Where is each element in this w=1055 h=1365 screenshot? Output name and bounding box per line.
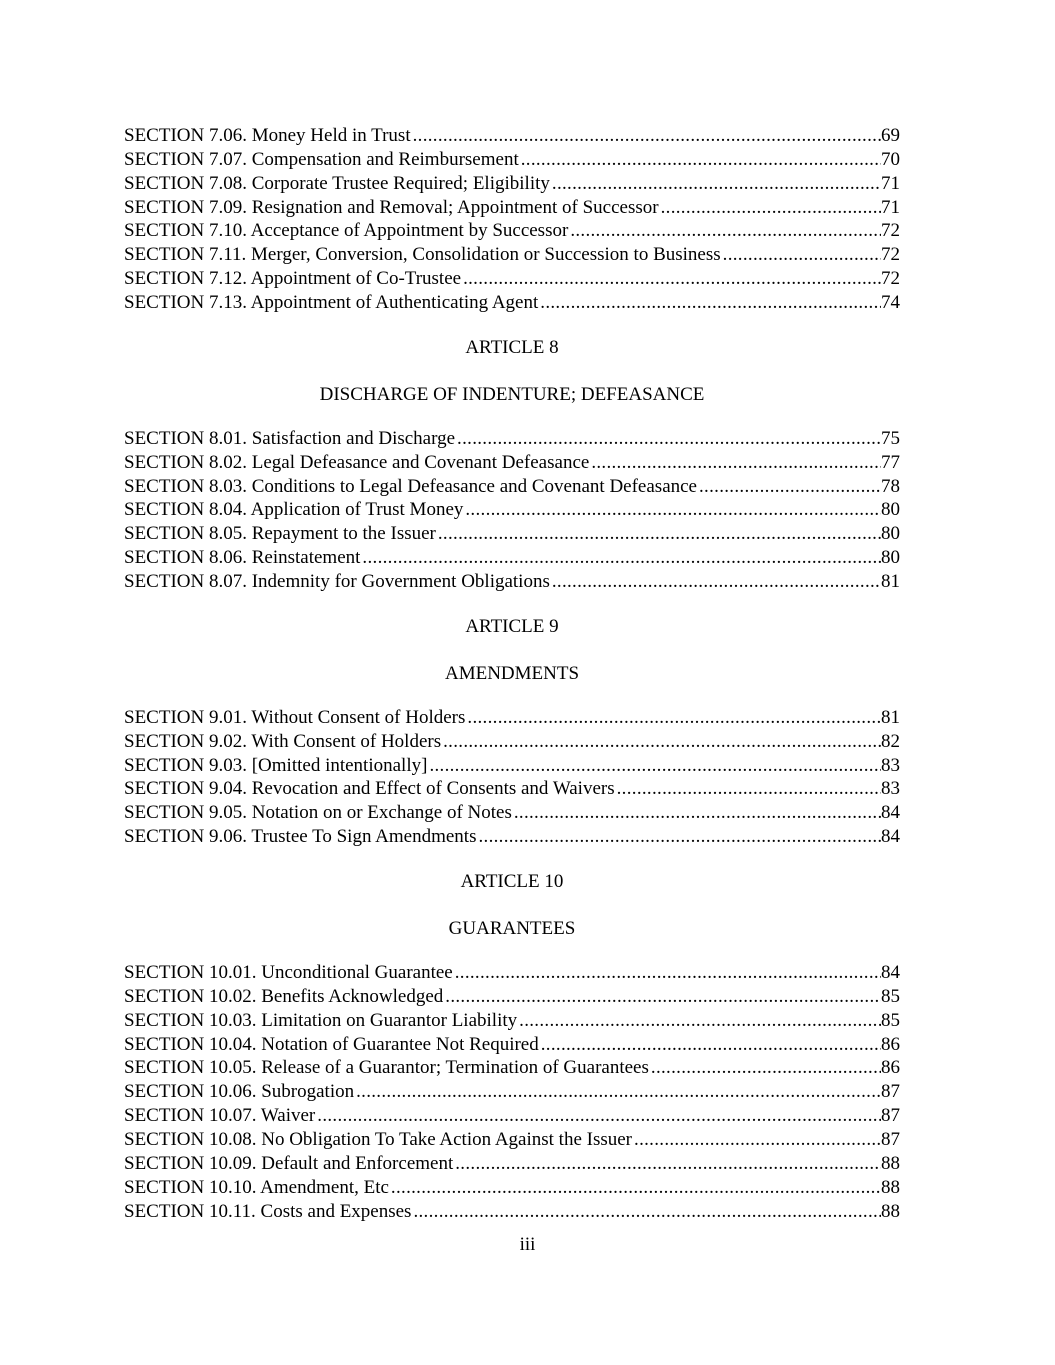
section-title: SECTION 7.12. Appointment of Co-Trustee (124, 268, 462, 290)
table-of-contents (124, 124, 900, 1224)
page-ref: 85 (881, 985, 900, 1007)
dot-leader (541, 1033, 881, 1057)
toc-entry (124, 172, 900, 196)
section-title: SECTION 7.11. Merger, Conversion, Consolidation or Succession to Business (124, 244, 721, 266)
section-title: SECTION 8.04. Application of Trust Money (124, 499, 464, 521)
section-title: SECTION 10.08. No Obligation To Take Action Against the Issuer (124, 1129, 633, 1151)
page-ref: 69 (881, 125, 900, 146)
toc-entry (124, 1033, 900, 1057)
toc-entry (124, 196, 900, 220)
dot-leader (661, 196, 881, 220)
page-ref: 77 (881, 451, 900, 473)
toc-entry (124, 1200, 900, 1224)
page-ref: 80 (881, 499, 900, 521)
article-heading: GUARANTEES (448, 918, 576, 940)
page-ref: 80 (881, 547, 900, 569)
section-title: SECTION 10.05. Release of a Guarantor; Termination of Guarantees (124, 1057, 649, 1079)
dot-leader (413, 124, 881, 148)
toc-entry (124, 546, 900, 570)
dot-leader (438, 522, 881, 546)
article-number: ARTICLE 8 (465, 336, 559, 358)
section-title: SECTION 8.01. Satisfaction and Discharge (124, 427, 456, 449)
section-title: SECTION 8.06. Reinstatement (124, 547, 361, 569)
section-title: SECTION 7.06. Money Held in Trust (124, 125, 411, 146)
section-title: SECTION 10.01. Unconditional Guarantee (124, 962, 453, 984)
dot-leader (617, 777, 881, 801)
dot-leader (391, 1176, 881, 1200)
page-ref: 70 (881, 148, 900, 170)
dot-leader (570, 219, 881, 243)
dot-leader (519, 1009, 881, 1033)
dot-leader (356, 1080, 881, 1104)
toc-entry (124, 219, 900, 243)
dot-leader (699, 475, 881, 499)
page-ref: 75 (881, 427, 900, 449)
article-number: ARTICLE 10 (460, 871, 564, 893)
toc-entry (124, 451, 900, 475)
page-ref: 72 (881, 244, 900, 266)
page-ref: 83 (881, 754, 900, 776)
section-title: SECTION 7.13. Appointment of Authenticating Agent (124, 292, 539, 314)
dot-leader (723, 243, 881, 267)
toc-entry (124, 825, 900, 849)
toc-entry (124, 291, 900, 315)
section-title: SECTION 9.02. With Consent of Holders (124, 730, 442, 752)
page-ref: 84 (881, 802, 900, 824)
page-ref: 78 (881, 475, 900, 497)
section-title: SECTION 7.08. Corporate Trustee Required; Eligibility (124, 172, 550, 194)
page-ref: 87 (881, 1129, 900, 1151)
article-number: ARTICLE 9 (465, 615, 559, 637)
page-ref: 88 (881, 1200, 900, 1222)
dot-leader (317, 1104, 881, 1128)
toc-entry (124, 801, 900, 825)
section-title: SECTION 7.09. Resignation and Removal; Appointment of Successor (124, 196, 659, 218)
section-title: SECTION 10.07. Waiver (124, 1105, 316, 1127)
toc-entry (124, 985, 900, 1009)
section-title: SECTION 7.10. Acceptance of Appointment by Successor (124, 220, 569, 242)
dot-leader (514, 801, 881, 825)
toc-entry (124, 148, 900, 172)
section-title: SECTION 10.11. Costs and Expenses (124, 1200, 412, 1222)
toc-entry (124, 427, 900, 451)
dot-leader (651, 1056, 881, 1080)
dot-leader (457, 427, 881, 451)
dot-leader (552, 570, 881, 594)
toc-entry (124, 124, 900, 148)
page-ref: 87 (881, 1081, 900, 1103)
section-title: SECTION 8.02. Legal Defeasance and Covenant Defeasance (124, 451, 590, 473)
page-ref: 84 (881, 962, 900, 984)
toc-entry (124, 706, 900, 730)
toc-entry (124, 730, 900, 754)
article-heading: AMENDMENTS (444, 662, 580, 684)
section-title: SECTION 10.03. Limitation on Guarantor Liability (124, 1009, 518, 1031)
section-title: SECTION 9.06. Trustee To Sign Amendments (124, 826, 477, 848)
dot-leader (467, 706, 881, 730)
section-title: SECTION 8.07. Indemnity for Government Obligations (124, 571, 550, 593)
section-title: SECTION 10.09. Default and Enforcement (124, 1152, 454, 1174)
toc-entry (124, 777, 900, 801)
section-title: SECTION 10.10. Amendment, Etc (124, 1176, 389, 1198)
dot-leader (552, 172, 881, 196)
page-ref: 88 (881, 1152, 900, 1174)
page-ref: 83 (881, 778, 900, 800)
page-ref: 87 (881, 1105, 900, 1127)
page-ref: 74 (881, 292, 900, 314)
toc-entry (124, 1056, 900, 1080)
section-title: SECTION 9.03. [Omitted intentionally] (124, 754, 428, 776)
page-ref: 88 (881, 1176, 900, 1198)
dot-leader (521, 148, 881, 172)
page-ref: 82 (881, 730, 900, 752)
toc-entry (124, 1104, 900, 1128)
page-ref: 72 (881, 220, 900, 242)
toc-entry (124, 1176, 900, 1200)
toc-entry (124, 267, 900, 291)
dot-leader (455, 1152, 881, 1176)
dot-leader (455, 961, 881, 985)
toc-entry (124, 243, 900, 267)
section-title: SECTION 10.06. Subrogation (124, 1081, 355, 1103)
page-number: iii (519, 1234, 536, 1255)
section-title: SECTION 9.04. Revocation and Effect of Consents and Waivers (124, 778, 615, 800)
article-heading: DISCHARGE OF INDENTURE; DEFEASANCE (319, 383, 705, 405)
section-title: SECTION 9.05. Notation on or Exchange of Notes (124, 802, 512, 824)
toc-entry (124, 1009, 900, 1033)
dot-leader (362, 546, 881, 570)
dot-leader (445, 985, 881, 1009)
toc-entry (124, 1080, 900, 1104)
dot-leader (429, 754, 881, 778)
dot-leader (463, 267, 881, 291)
page-ref: 86 (881, 1057, 900, 1079)
toc-entry (124, 1128, 900, 1152)
page-ref: 81 (881, 571, 900, 593)
toc-entry (124, 570, 900, 594)
toc-entry (124, 498, 900, 522)
dot-leader (591, 451, 881, 475)
page-ref: 86 (881, 1033, 900, 1055)
page-ref: 72 (881, 268, 900, 290)
dot-leader (540, 291, 881, 315)
page-ref: 80 (881, 523, 900, 545)
dot-leader (478, 825, 881, 849)
toc-entry (124, 522, 900, 546)
dot-leader (443, 730, 881, 754)
dot-leader (465, 498, 881, 522)
page-ref: 81 (881, 706, 900, 728)
toc-entry (124, 1152, 900, 1176)
dot-leader (413, 1200, 881, 1224)
section-title: SECTION 9.01. Without Consent of Holders (124, 706, 466, 728)
page-ref: 85 (881, 1009, 900, 1031)
section-title: SECTION 7.07. Compensation and Reimbursement (124, 148, 519, 170)
toc-entry (124, 754, 900, 778)
page-ref: 84 (881, 826, 900, 848)
section-title: SECTION 8.03. Conditions to Legal Defeasance and Covenant Defeasance (124, 475, 697, 497)
section-title: SECTION 8.05. Repayment to the Issuer (124, 523, 436, 545)
page-ref: 71 (881, 172, 900, 194)
section-title: SECTION 10.02. Benefits Acknowledged (124, 985, 444, 1007)
dot-leader (634, 1128, 881, 1152)
toc-entry (124, 961, 900, 985)
page-ref: 71 (881, 196, 900, 218)
section-title: SECTION 10.04. Notation of Guarantee Not Required (124, 1033, 539, 1055)
toc-entry (124, 475, 900, 499)
